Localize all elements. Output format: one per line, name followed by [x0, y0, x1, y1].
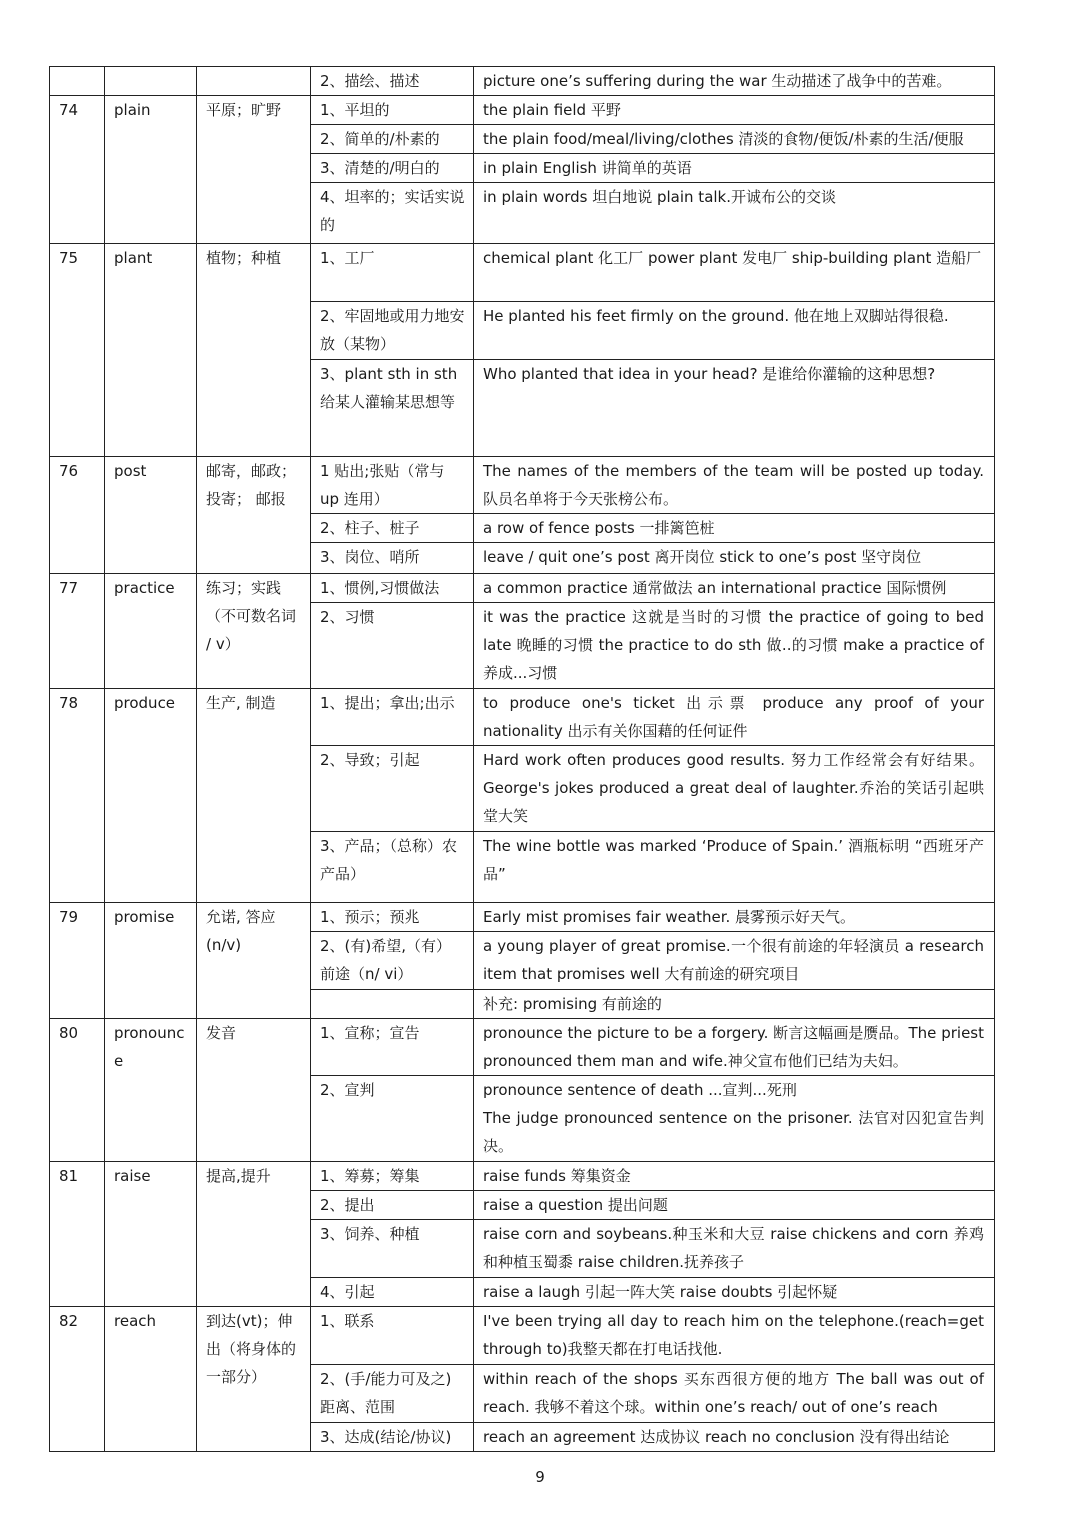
example-line: The judge pronounced sentence on the prisoner. 法官对囚犯宣告判决。 [483, 1109, 984, 1155]
entry-meaning: 平原；旷野 [197, 96, 311, 244]
entry-meaning: 邮寄，邮政；投寄； 邮报 [197, 457, 311, 574]
example-cell: chemical plant 化工厂 power plant 发电厂 ship-building plant 造船厂 [474, 244, 995, 302]
example-cell: raise funds 筹集资金 [474, 1162, 995, 1191]
sense-cell: 2、提出 [311, 1191, 474, 1220]
entry-meaning: 允诺, 答应 (n/v) [197, 903, 311, 1019]
sense-cell: 3、饲养、种植 [311, 1220, 474, 1278]
example-cell: the plain field 平野 [474, 96, 995, 125]
sense-cell: 1、筹募；筹集 [311, 1162, 474, 1191]
example-cell [474, 1076, 995, 1162]
example-cell: raise a laugh 引起一阵大笑 raise doubts 引起怀疑 [474, 1278, 995, 1307]
entry-word [105, 67, 197, 96]
sense-cell: 1 贴出;张贴（常与 up 连用） [311, 457, 474, 514]
example-cell: within reach of the shops 买东西很方便的地方 The ball was out of reach. 我够不着这个球。within one’s reach/ out of one’s reach [474, 1365, 995, 1423]
example-cell: a row of fence posts 一排篱笆桩 [474, 514, 995, 543]
entry-word: produce [105, 689, 197, 903]
example-cell: leave / quit one’s post 离开岗位 stick to one’s post 坚守岗位 [474, 543, 995, 574]
entry-number: 79 [50, 903, 105, 1019]
sense-cell: 2、宣判 [311, 1076, 474, 1162]
sense-cell: 1、宣称；宣告 [311, 1019, 474, 1076]
sense-cell: 1、联系 [311, 1307, 474, 1365]
sense-cell: 2、牢固地或用力地安放（某物） [311, 302, 474, 360]
entry-word: promise [105, 903, 197, 1019]
table-row [50, 903, 995, 932]
page-number: 9 [535, 1468, 545, 1486]
vocabulary-table [49, 66, 995, 1452]
entry-meaning: 生产, 制造 [197, 689, 311, 903]
table-row [50, 244, 995, 302]
entry-word: pronounce [105, 1019, 197, 1162]
entry-meaning: 到达(vt)；伸出（将身体的一部分） [197, 1307, 311, 1452]
example-cell: Who planted that idea in your head? 是谁给你灌输的这种思想? [474, 360, 995, 457]
example-cell: raise a question 提出问题 [474, 1191, 995, 1220]
sense-cell: 2、习惯 [311, 603, 474, 689]
entry-number: 75 [50, 244, 105, 457]
example-cell: The names of the members of the team will be posted up today. 队员名单将于今天张榜公布。 [474, 457, 995, 514]
example-cell: Hard work often produces good results. 努力工作经常会有好结果。 George's jokes produced a great deal of laughter.乔治的笑话引起哄堂大笑 [474, 746, 995, 832]
entry-meaning: 植物；种植 [197, 244, 311, 457]
entry-number: 77 [50, 574, 105, 689]
sense-cell: 2、简单的/朴素的 [311, 125, 474, 154]
example-cell: a common practice 通常做法 an international practice 国际惯例 [474, 574, 995, 603]
table-row [50, 1162, 995, 1191]
sense-cell [311, 990, 474, 1019]
entry-number: 76 [50, 457, 105, 574]
entry-number: 82 [50, 1307, 105, 1452]
example-cell: The wine bottle was marked ‘Produce of Spain.’ 酒瓶标明 “西班牙产品” [474, 832, 995, 903]
table-row [50, 1019, 995, 1076]
sense-cell: 3、产品；（总称）农产品） [311, 832, 474, 903]
table-row [50, 96, 995, 125]
table-row [50, 1307, 995, 1365]
table-row [50, 67, 995, 96]
entry-meaning: 发音 [197, 1019, 311, 1162]
sense-cell: 1、工厂 [311, 244, 474, 302]
entry-number: 81 [50, 1162, 105, 1307]
example-cell: picture one’s suffering during the war 生动描述了战争中的苦难。 [474, 67, 995, 96]
entry-number [50, 67, 105, 96]
sense-cell: 3、plant sth in sth 给某人灌输某思想等 [311, 360, 474, 457]
sense-cell: 1、提出；拿出;出示 [311, 689, 474, 746]
table-row [50, 574, 995, 603]
sense-cell: 4、坦率的；实话实说的 [311, 183, 474, 244]
sense-cell: 2、描绘、描述 [311, 67, 474, 96]
entry-word: reach [105, 1307, 197, 1452]
sense-cell: 2、(有)希望,（有）前途（n/ vi） [311, 932, 474, 990]
example-cell: in plain words 坦白地说 plain talk.开诚布公的交谈 [474, 183, 995, 244]
example-cell: the plain food/meal/living/clothes 清淡的食物/便饭/朴素的生活/便服 [474, 125, 995, 154]
example-cell: 补充: promising 有前途的 [474, 990, 995, 1019]
sense-cell: 3、岗位、哨所 [311, 543, 474, 574]
example-cell: in plain English 讲简单的英语 [474, 154, 995, 183]
example-line: pronounce sentence of death ...宣判...死刑 [483, 1081, 797, 1099]
entry-word: post [105, 457, 197, 574]
table-row [50, 457, 995, 514]
vocabulary-table-body [50, 67, 995, 1452]
example-cell: it was the practice 这就是当时的习惯 the practice of going to bed late 晚睡的习惯 the practice to do sth 做..的习惯 make a practice of 养成...习惯 [474, 603, 995, 689]
example-cell: Early mist promises fair weather. 晨雾预示好天气。 [474, 903, 995, 932]
sense-cell: 2、(手/能力可及之)距离、范围 [311, 1365, 474, 1423]
example-cell: pronounce the picture to be a forgery. 断言这幅画是赝品。The priest pronounced them man and wife.神父宣布他们已结为夫妇。 [474, 1019, 995, 1076]
entry-meaning: 练习；实践（不可数名词 / v） [197, 574, 311, 689]
entry-word: practice [105, 574, 197, 689]
sense-cell: 4、引起 [311, 1278, 474, 1307]
entry-word: plain [105, 96, 197, 244]
example-cell: raise corn and soybeans.种玉米和大豆 raise chickens and corn 养鸡和种植玉蜀黍 raise children.抚养孩子 [474, 1220, 995, 1278]
entry-meaning [197, 67, 311, 96]
entry-word: plant [105, 244, 197, 457]
sense-cell: 2、柱子、桩子 [311, 514, 474, 543]
sense-cell: 2、导致；引起 [311, 746, 474, 832]
example-cell: reach an agreement 达成协议 reach no conclusion 没有得出结论 [474, 1423, 995, 1452]
entry-number: 74 [50, 96, 105, 244]
sense-cell: 1、惯例,习惯做法 [311, 574, 474, 603]
entry-meaning: 提高,提升 [197, 1162, 311, 1307]
sense-cell: 3、清楚的/明白的 [311, 154, 474, 183]
example-cell: a young player of great promise.一个很有前途的年轻演员 a research item that promises well 大有前途的研究项目 [474, 932, 995, 990]
sense-cell: 1、预示；预兆 [311, 903, 474, 932]
example-cell: I've been trying all day to reach him on the telephone.(reach=get through to)我整天都在打电话找他. [474, 1307, 995, 1365]
table-row [50, 689, 995, 746]
example-cell: He planted his feet firmly on the ground. 他在地上双脚站得很稳. [474, 302, 995, 360]
entry-number: 78 [50, 689, 105, 903]
entry-number: 80 [50, 1019, 105, 1162]
example-cell: to produce one's ticket 出示票 produce any proof of your nationality 出示有关你国藉的任何证件 [474, 689, 995, 746]
entry-word: raise [105, 1162, 197, 1307]
sense-cell: 3、达成(结论/协议) [311, 1423, 474, 1452]
sense-cell: 1、平坦的 [311, 96, 474, 125]
